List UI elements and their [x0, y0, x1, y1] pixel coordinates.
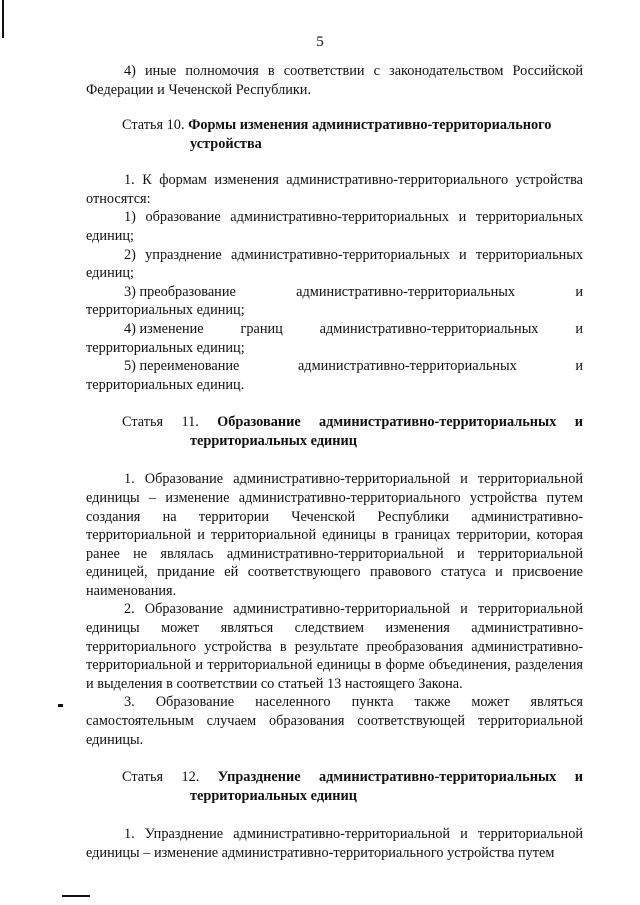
article-10-intro: 1. К формам изменения административно-территориального устройства относятся:: [86, 172, 583, 207]
article-12-prefix-b: 12.: [181, 769, 200, 786]
article-10-item-3-c: и: [575, 283, 583, 300]
article-11-heading: [122, 413, 583, 451]
article-10-title-line2: устройства: [190, 136, 262, 153]
scan-margin-mark: [2, 0, 4, 38]
article-11-prefix-b: 11.: [181, 414, 199, 431]
article-12-paragraph-1: 1. Упразднение административно-территориальной и территориальной единицы – изменение административно-территориального устройства путем: [86, 826, 583, 861]
article-10-item-4-b: границ: [240, 320, 283, 337]
article-10-item-5-b: административно-территориальных: [297, 358, 517, 375]
article-10-item-3-a: 3) преобразование: [124, 283, 236, 300]
article-12-title-b: административно-территориальных: [318, 769, 557, 786]
article-10-item-4-a: 4) изменение: [124, 320, 204, 337]
article-10-item-2: 2) упразднение административно-территориальных и территориальных единиц;: [86, 246, 583, 282]
document-body: [86, 62, 583, 862]
article-10-item-4-c: административно-территориальных: [319, 320, 539, 337]
article-10-item-5-a: 5) переименование: [124, 358, 240, 375]
article-11-title-b: административно-территориальных: [319, 414, 557, 431]
article-10-item-1: 1) образование административно-территориальных и территориальных единиц;: [86, 209, 583, 244]
article-11-title-c: и: [574, 414, 583, 431]
article-12-heading: [122, 768, 583, 806]
article-11-paragraph-2: 2. Образование административно-территориальной и территориальной единицы может являться следствием изменения административно-территориального устройства в результате преобразования административно-территориальной и территориальной единицы в форме объединения, разделения и выделения в соответствии со статьей 13 настоящего Закона.: [86, 601, 583, 692]
article-10-item-5-line2: территориальных единиц.: [86, 376, 245, 393]
article-11-paragraph-1: 1. Образование административно-территориальной и территориальной единицы – изменение административно-территориального устройства путем создания на территории Чеченской Республики административно-территориальной и территориальной единицы в границах территории, которая ранее не являлась административно-территориальной и территориальной единицей, придание ей соответствующего правового статуса и присвоение наименования.: [86, 471, 583, 599]
article-10-item-3-b: административно-территориальных: [296, 283, 515, 300]
article-11-title-line2: территориальных единиц: [190, 433, 357, 450]
article-11-paragraph-3: 3. Образование населенного пункта также может являться самостоятельным случаем образования соответствующей территориальной единицы.: [86, 694, 583, 748]
article-12-title-c: и: [574, 769, 583, 786]
article-10-item-5-line1: [86, 357, 583, 376]
article-10-item-4-line1: [86, 320, 583, 339]
article-11-title-a: Образование: [217, 414, 301, 431]
article-10-item-5-c: и: [575, 358, 583, 375]
article-10-item-3-line1: [86, 283, 583, 302]
article-10-prefix: Статья 10.: [122, 117, 185, 134]
article-10-heading: [122, 116, 583, 154]
paragraph-item-4-powers: 4) иные полномочия в соответствии с законодательством Российской Федерации и Чеченской Республики.: [86, 63, 583, 98]
article-10-item-3-line2: территориальных единиц;: [86, 302, 245, 319]
footer-rule: [62, 895, 90, 897]
article-12-prefix-a: Статья: [122, 769, 164, 786]
article-10-item-4-line2: территориальных единиц;: [86, 339, 245, 356]
article-10-title-line1: Формы изменения административно-территориального: [188, 117, 552, 134]
article-10-item-4-d: и: [575, 320, 583, 337]
article-12-title-a: Упразднение: [217, 769, 301, 786]
page-number: 5: [316, 34, 324, 50]
margin-dash-mark: [58, 704, 63, 707]
article-12-title-line2: территориальных единиц: [190, 788, 357, 805]
article-11-prefix-a: Статья: [122, 414, 164, 431]
